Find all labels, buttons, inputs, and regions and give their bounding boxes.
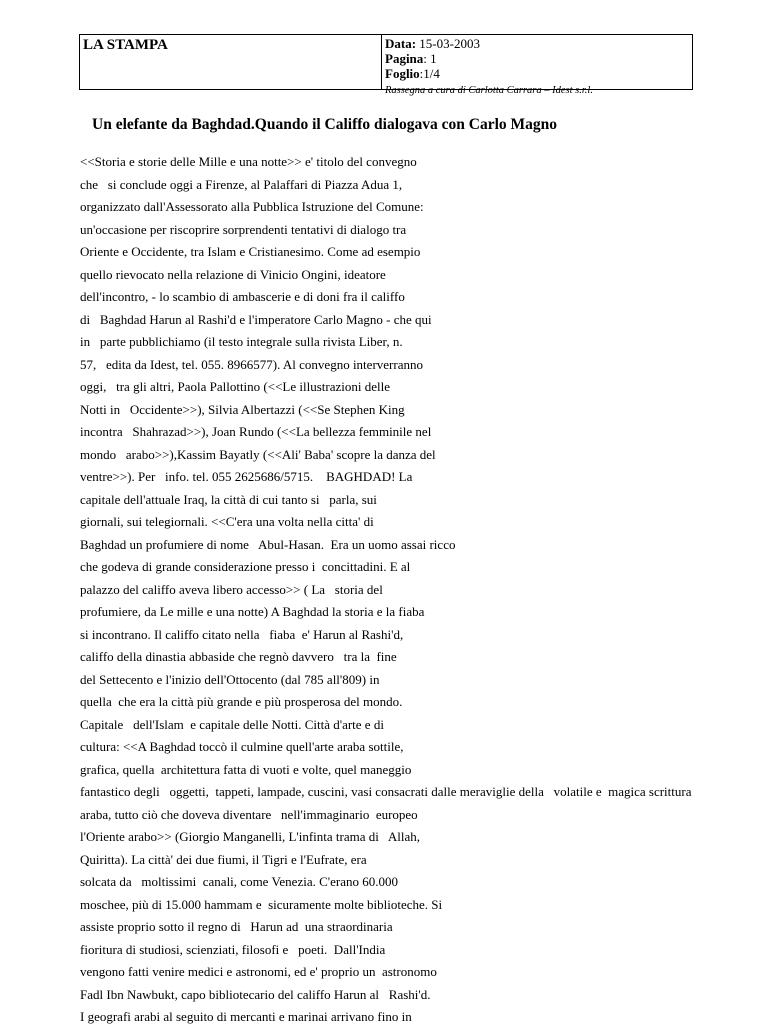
article-line: quella che era la città più grande e più prosperosa del mondo. [80, 694, 403, 709]
article-line: moschee, più di 15.000 hammam e sicuramente molte biblioteche. Si [80, 896, 443, 912]
article-body [80, 151, 692, 1029]
article-line: califfo della dinastia abbaside che regnò davvero tra la fine [80, 649, 397, 664]
sheet-label: Foglio [385, 66, 420, 81]
article-line: fioritura di studiosi, scienziati, filosofi e poeti. Dall'India [80, 941, 386, 957]
article-line: Capitale dell'Islam e capitale delle Notti. Città d'arte e di [80, 716, 384, 732]
article-line: l'Oriente arabo>> (Giorgio Manganelli, L'infinta trama di Allah, [80, 829, 421, 844]
article-line: dell'incontro, - lo scambio di ambascerie e di doni fra il califfo [80, 289, 405, 304]
header-left-cell [80, 35, 382, 89]
article-line: solcata da moltissimi canali, come Venezia. C'erano 60.000 [80, 874, 398, 889]
article-line: in parte pubblichiamo (il testo integrale sulla rivista Liber, n. [80, 334, 403, 349]
article-line: fantastico degli oggetti, tappeti, lampade, cuscini, vasi consacrati dalle meraviglie della volatile e magica scrittura [80, 784, 692, 799]
article-line: mondo arabo>>),Kassim Bayatly (<<Ali' Baba' scopre la danza del [80, 446, 436, 462]
article-line: quello rievocato nella relazione di Vinicio Ongini, ideatore [80, 266, 386, 282]
article-line: Notti in Occidente>>), Silvia Albertazzi (<<Se Stephen King [80, 401, 405, 417]
article-line: Oriente e Occidente, tra Islam e Cristianesimo. Come ad esempio [80, 244, 421, 259]
article-title: Un elefante da Baghdad.Quando il Califfo dialogava con Carlo Magno [92, 116, 558, 133]
page-label: Pagina [385, 51, 424, 66]
article-line: che godeva di grande considerazione presso i concittadini. E al [80, 559, 411, 574]
article-line: di Baghdad Harun al Rashi'd e l'imperatore Carlo Magno - che qui [80, 311, 432, 327]
article-line: I geografi arabi al seguito di mercanti e marinai arrivano fino in [80, 1009, 412, 1024]
article-line: del Settecento e l'inizio dell'Ottocento (dal 785 all'809) in [80, 671, 380, 687]
article-line: profumiere, da Le mille e una notte) A Baghdad la storia e la fiaba [80, 604, 425, 619]
article-line: che si conclude oggi a Firenze, al Palaffari di Piazza Adua 1, [80, 176, 403, 192]
page-value: : 1 [423, 51, 437, 66]
article-line: vengono fatti venire medici e astronomi, ed e' proprio un astronomo [80, 964, 437, 979]
date-row [385, 36, 593, 51]
article-line: organizzato dall'Assessorato alla Pubblica Istruzione del Comune: [80, 199, 424, 214]
page-row [385, 51, 593, 66]
article-line: ventre>>). Per info. tel. 055 2625686/5715. BAGHDAD! La [80, 469, 413, 484]
article-line: grafica, quella architettura fatta di vuoti e volte, quel maneggio [80, 761, 412, 777]
sheet-value: :1/4 [419, 66, 440, 81]
article-line: Baghdad un profumiere di nome Abul-Hasan. Era un uomo assai ricco [80, 536, 456, 552]
header-box [79, 34, 693, 96]
article-line: <<Storia e storie delle Mille e una notte>> e' titolo del convegno [80, 154, 417, 169]
article-line: assiste proprio sotto il regno di Harun ad una straordinaria [80, 919, 393, 934]
article-line: capitale dell'attuale Iraq, la città di cui tanto si parla, sui [80, 491, 377, 507]
article-line: cultura: <<A Baghdad toccò il culmine quell'arte araba sottile, [80, 739, 404, 754]
article-line: araba, tutto ciò che doveva diventare nell'immaginario europeo [80, 806, 418, 822]
article-line: incontra Shahrazad>>), Joan Rundo (<<La bellezza femminile nel [80, 424, 432, 439]
article-line: oggi, tra gli altri, Paola Pallottino (<<Le illustrazioni delle [80, 379, 390, 394]
press-review-credit: Rassegna a cura di Carlotta Carrara – Idest s.r.l. [385, 85, 593, 96]
article-line: si incontrano. Il califfo citato nella fiaba e' Harun al Rashi'd, [80, 626, 404, 642]
date-value: 15-03-2003 [416, 36, 480, 51]
article-line: giornali, sui telegiornali. <<C'era una volta nella citta' di [80, 514, 374, 529]
newspaper-name: LA STAMPA [83, 37, 168, 53]
article-line: palazzo del califfo aveva libero accesso>> ( La storia del [80, 581, 383, 597]
sheet-row [385, 66, 593, 81]
article-line: Fadl Ibn Nawbukt, capo bibliotecario del califfo Harun al Rashi'd. [80, 986, 431, 1002]
article-line: 57, edita da Idest, tel. 055. 8966577). Al convegno interverranno [80, 356, 423, 372]
article-line: Quiritta). La città' dei due fiumi, il Tigri e l'Eufrate, era [80, 851, 367, 867]
date-label: Data: [385, 36, 417, 51]
article-line: un'occasione per riscoprire sorprendenti tentativi di dialogo tra [80, 221, 407, 237]
header-right-cell [385, 36, 593, 98]
